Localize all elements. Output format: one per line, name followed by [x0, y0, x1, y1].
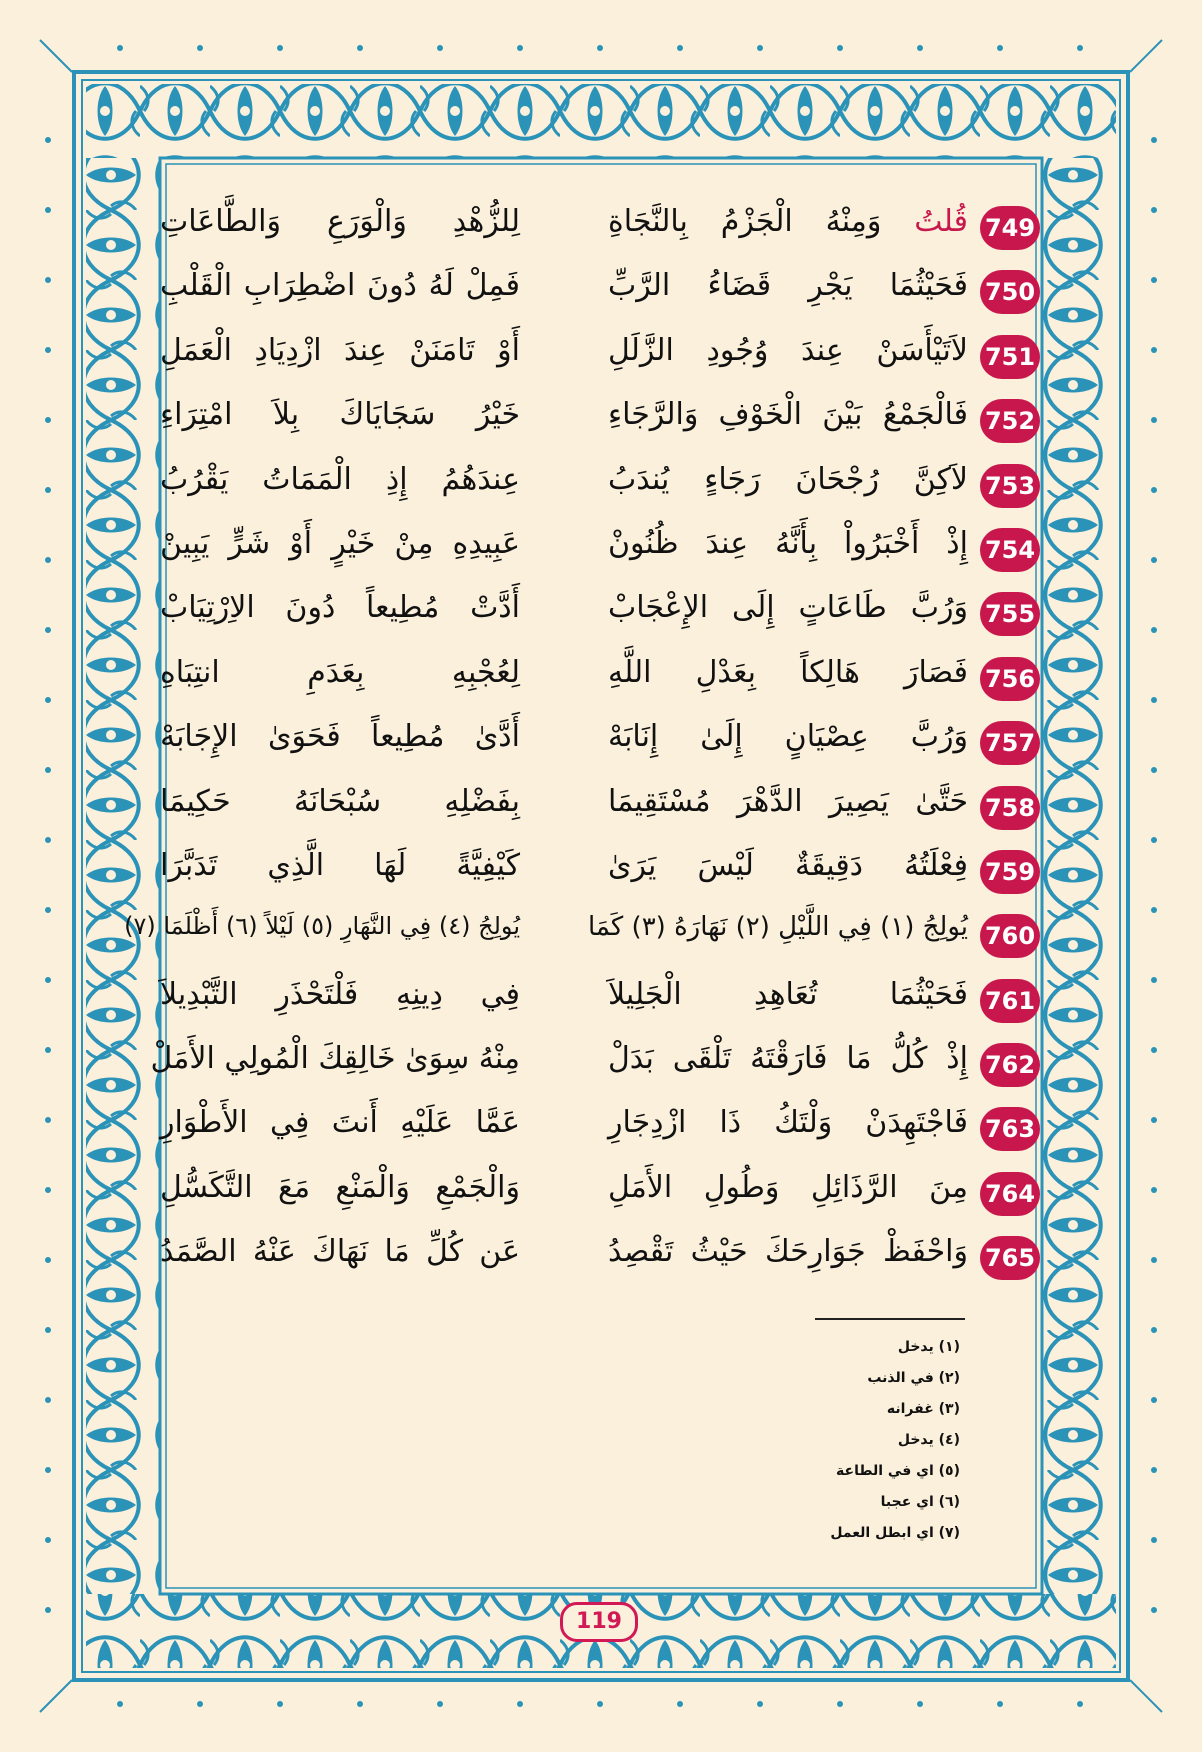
verse-second-hemistich: فِي دِينِهِ فَلْتَحْذَرِ التَّبْدِيلاَ — [160, 976, 520, 1012]
footnote-divider — [815, 1318, 965, 1320]
verse-second-hemistich: بِفَضْلِهِ سُبْحَانَهُ حَكِيمَا — [160, 783, 520, 819]
verse-second-hemistich: فَمِلْ لَهُ دُونَ اضْطِرَابِ الْقَلْبِ — [160, 268, 520, 304]
footnote: (٧) اي ابطل العمل — [830, 1525, 960, 1541]
verse-number-badge: 751 — [980, 335, 1040, 379]
verse-second-hemistich: عِندَهُمُ إِذِ الْمَمَاتُ يَقْرُبُ — [160, 461, 520, 497]
verse-second-hemistich: مِنْهُ سِوَىٰ خَالِقِكَ الْمُولِي الأَمَلْ — [150, 1041, 520, 1077]
verse-number-badge: 765 — [980, 1236, 1040, 1280]
verse-number-badge: 759 — [980, 850, 1040, 894]
footnote: (٦) اي عجبا — [880, 1494, 960, 1510]
verse-first-hemistich: فَحَيْثُمَا يَجْرِ قَضَاءُ الرَّبِّ — [608, 268, 968, 304]
footnote: (٢) في الذنب — [867, 1370, 960, 1386]
footnote: (٣) غفرانه — [886, 1401, 960, 1417]
verse-number-badge: 752 — [980, 399, 1040, 443]
verse-first-hemistich: وَاحْفَظْ جَوَارِحَكَ حَيْثُ تَقْصِدُ — [608, 1234, 968, 1270]
verse-first-hemistich: لاَتَيْأَسَنْ عِندَ وُجُودِ الزَّلَلِ — [608, 332, 968, 368]
verse-number-badge: 749 — [980, 206, 1040, 250]
verse-number-badge: 750 — [980, 270, 1040, 314]
verse-second-hemistich: يُولِجُ (٤) فِي النَّهَارِ (٥) لَيْلاً (٦) أَظْلَمَا (٧) — [124, 912, 520, 941]
verse-row — [160, 520, 1040, 584]
verse-first-hemistich: لاَكِنَّ رُجْحَانَ رَجَاءٍ يُندَبُ — [608, 461, 968, 497]
verse-first-hemistich: إِذْ أَخْبَرُواْ بِأَنَّهُ عِندَ ظُنُونْ — [608, 525, 968, 561]
verse-second-hemistich: لِلزُّهْدِ وَالْوَرَعِ وَالطَّاعَاتِ — [160, 204, 520, 239]
verse-row — [160, 778, 1040, 842]
verse-number-badge: 754 — [980, 528, 1040, 572]
verse-row — [160, 456, 1040, 520]
verse-number-badge: 756 — [980, 657, 1040, 701]
footnote: (١) يدخل — [897, 1339, 960, 1355]
verse-second-hemistich: عَمَّا عَلَيْهِ أَنتَ فِي الأَطْوَارِ — [160, 1105, 520, 1141]
verse-row — [150, 1035, 1040, 1099]
verse-first-hemistich: إِذْ كُلُّ مَا فَارَقْتَهُ تَلْقَى بَدَلْ — [608, 1041, 968, 1077]
verse-first-hemistich: فَاجْتَهِدَنْ وَلْتَكُ ذَا ازْدِجَارِ — [608, 1105, 968, 1141]
verse-list — [124, 198, 1040, 1293]
verse-row — [160, 584, 1040, 648]
verse-second-hemistich: عَن كُلِّ مَا نَهَاكَ عَنْهُ الصَّمَدُ — [160, 1234, 520, 1270]
verse-second-hemistich: كَيْفِيَّةً لَهَا الَّذِي تَدَبَّرَا — [160, 847, 520, 883]
verse-number-badge: 755 — [980, 592, 1040, 636]
verse-number-badge: 763 — [980, 1107, 1040, 1151]
verse-row — [160, 262, 1040, 326]
verse-lead-word: قُلتُ — [914, 204, 968, 239]
verse-second-hemistich: عَبِيدِهِ مِنْ خَيْرٍ أَوْ شَرٍّ يَبِينْ — [160, 525, 520, 561]
verse-first-hemistich: قُلتُ وَمِنْهُ الْجَزْمُ بِالنَّجَاةِ — [608, 204, 968, 239]
footnote: (٤) يدخل — [897, 1432, 960, 1448]
page-number: 119 — [560, 1602, 638, 1642]
verse-first-hemistich: حَتَّىٰ يَصِيرَ الدَّهْرَ مُسْتَقِيمَا — [608, 783, 968, 819]
verse-row — [160, 391, 1040, 455]
verse-number-badge: 764 — [980, 1172, 1040, 1216]
verse-first-hemistich: فَحَيْثُمَا تُعَاهِدِ الْجَلِيلاَ — [608, 976, 968, 1012]
verse-first-hemistich: فَصَارَ هَالِكاً بِعَدْلِ اللَّهِ — [608, 654, 968, 690]
verse-row — [160, 1228, 1040, 1292]
verse-second-hemistich: أَدَّتْ مُطِيعاً دُونَ الاِرْتِيَابْ — [160, 590, 520, 626]
verse-first-hemistich: فِعْلَتُهُ دَقِيقَةٌ لَيْسَ يَرَىٰ — [608, 847, 968, 883]
verse-number-badge: 757 — [980, 721, 1040, 765]
verse-second-hemistich: خَيْرُ سَجَايَاكَ بِلاَ امْتِرَاءِ — [160, 397, 520, 433]
verse-second-hemistich: وَالْجَمْعِ وَالْمَنْعِ مَعَ التَّكَسُّلِ — [160, 1169, 520, 1205]
verse-row — [160, 842, 1040, 906]
verse-first-hemistich: مِنَ الرَّذَائِلِ وَطُولِ الأَمَلِ — [608, 1169, 968, 1205]
verse-second-hemistich: أَدَّىٰ مُطِيعاً فَحَوَىٰ الإِجَابَهْ — [160, 719, 520, 755]
verse-number-badge: 761 — [980, 979, 1040, 1023]
verse-number-badge: 758 — [980, 786, 1040, 830]
verse-row — [124, 906, 1040, 970]
verse-number-badge: 753 — [980, 464, 1040, 508]
verse-row — [160, 649, 1040, 713]
verse-row — [160, 1164, 1040, 1228]
verse-first-hemistich: وَرُبَّ طَاعَاتٍ إِلَى الإِعْجَابْ — [608, 590, 968, 626]
verse-number-badge: 762 — [980, 1043, 1040, 1087]
verse-first-hemistich: وَرُبَّ عِصْيَانٍ إِلَىٰ إِنَابَهْ — [608, 719, 968, 755]
verse-number-badge: 760 — [980, 914, 1040, 958]
footnotes — [760, 1332, 960, 1549]
verse-row — [160, 713, 1040, 777]
verse-row — [160, 971, 1040, 1035]
verse-second-hemistich: لِعُجْبِهِ بِعَدَمِ انتِبَاهِ — [160, 654, 520, 690]
verse-row — [160, 198, 1040, 262]
verse-row — [160, 1099, 1040, 1163]
verse-row — [160, 327, 1040, 391]
footnote: (٥) اي في الطاعة — [836, 1463, 960, 1479]
verse-second-hemistich: أَوْ تَامَنَنْ عِندَ ازْدِيَادِ الْعَمَلِ — [160, 332, 520, 368]
verse-first-hemistich: يُولِجُ (١) فِي اللَّيْلِ (٢) نَهَارَهُ (٣) كَمَا — [587, 912, 968, 943]
verse-first-hemistich: فَالْجَمْعُ بَيْنَ الْخَوْفِ وَالرَّجَاءِ — [608, 397, 968, 433]
